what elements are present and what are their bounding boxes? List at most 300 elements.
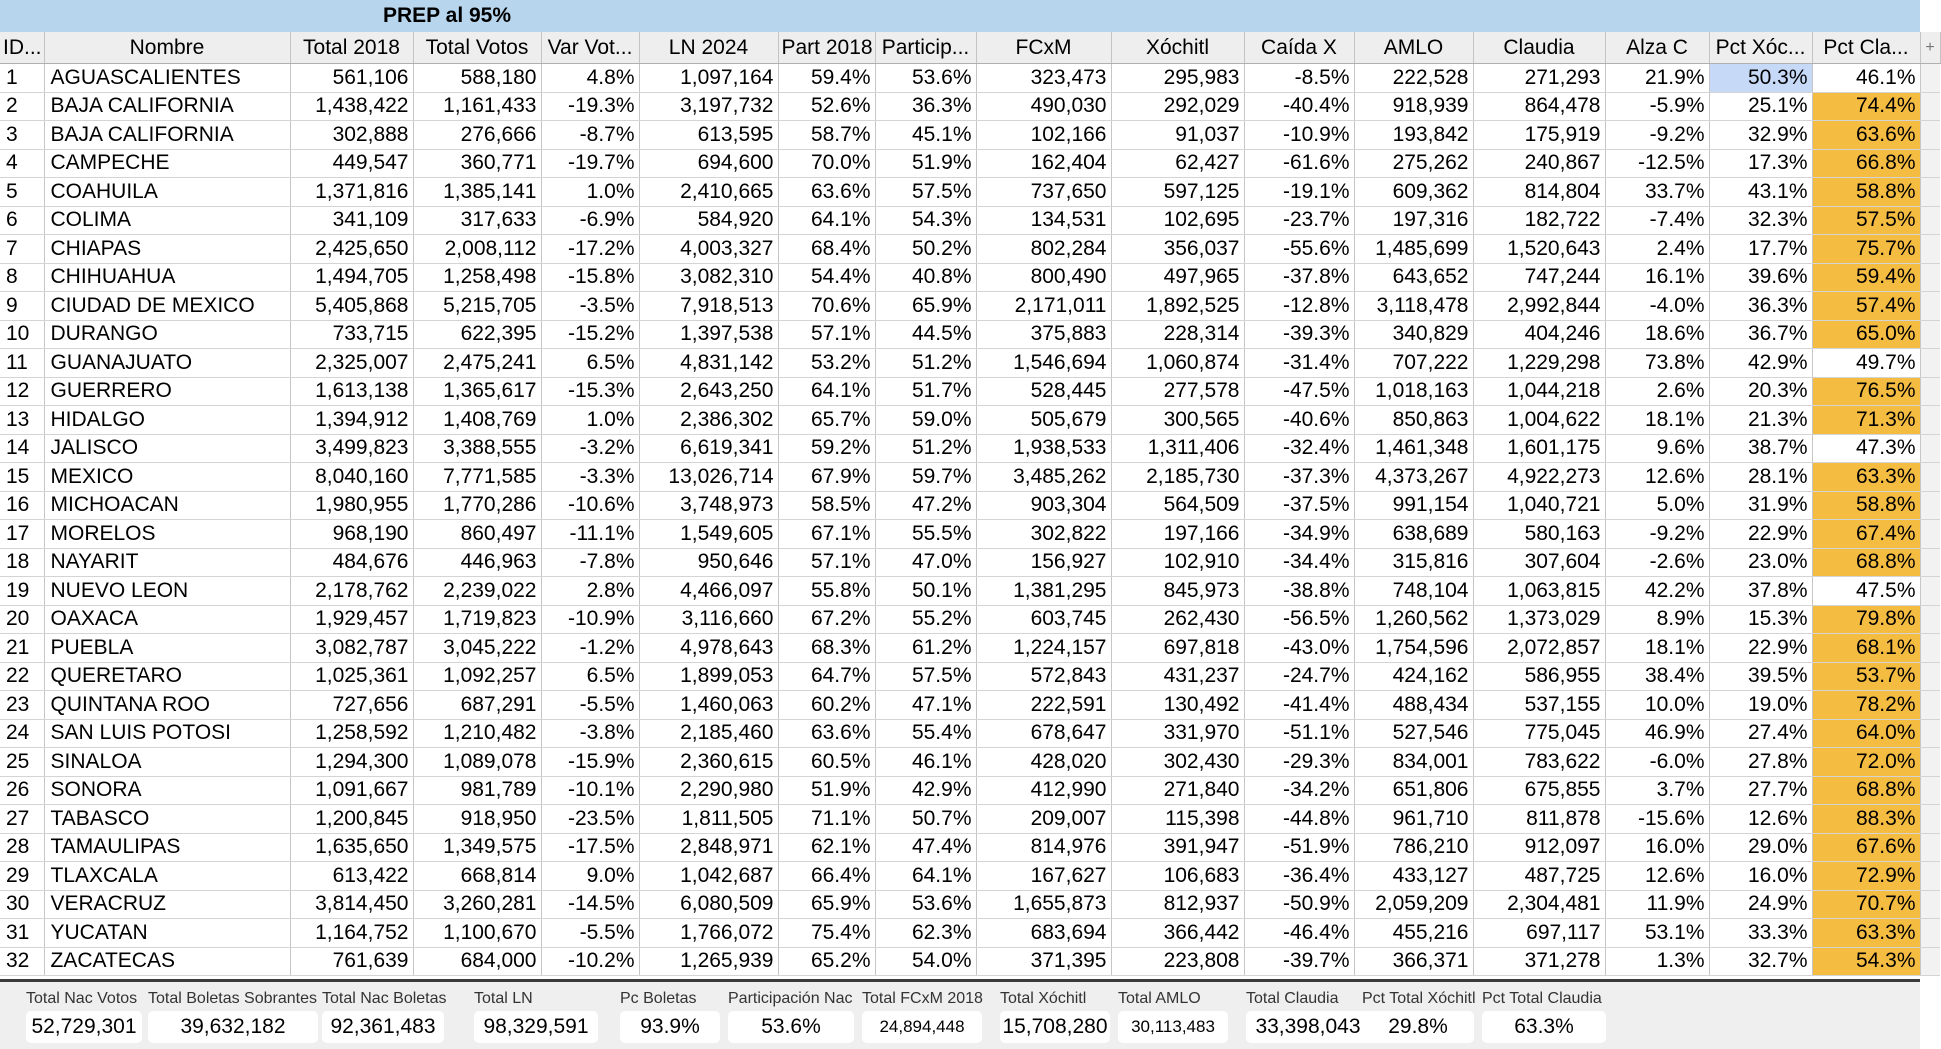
table-cell[interactable]: 67.1% — [778, 520, 875, 549]
table-cell[interactable]: 3,197,732 — [639, 92, 778, 121]
table-cell[interactable]: 68.1% — [1812, 634, 1920, 663]
table-cell[interactable]: 42.2% — [1605, 577, 1709, 606]
column-header[interactable]: FCxM — [976, 32, 1111, 64]
table-cell[interactable]: 834,001 — [1354, 748, 1473, 777]
table-cell[interactable]: -11.1% — [541, 520, 639, 549]
table-cell[interactable]: 50.3% — [1709, 64, 1812, 93]
table-cell[interactable]: 2,325,007 — [290, 349, 413, 378]
table-cell[interactable]: -40.4% — [1244, 92, 1354, 121]
row-id-cell[interactable]: 16 — [0, 491, 44, 520]
table-cell[interactable]: 412,990 — [976, 776, 1111, 805]
table-cell[interactable]: 1,408,769 — [413, 406, 541, 435]
table-cell[interactable]: 71.1% — [778, 805, 875, 834]
table-cell[interactable]: 23.0% — [1709, 548, 1812, 577]
table-cell[interactable]: -10.2% — [541, 947, 639, 976]
summary-value[interactable]: 63.3% — [1482, 1011, 1606, 1043]
table-cell[interactable]: 19.0% — [1709, 691, 1812, 720]
table-cell[interactable]: 55.4% — [875, 719, 976, 748]
table-cell[interactable]: -17.2% — [541, 235, 639, 264]
table-cell[interactable]: 1,371,816 — [290, 178, 413, 207]
table-cell[interactable]: 63.6% — [778, 178, 875, 207]
table-cell[interactable]: 302,430 — [1111, 748, 1244, 777]
table-cell[interactable]: -55.6% — [1244, 235, 1354, 264]
summary-value[interactable]: 98,329,591 — [474, 1011, 598, 1043]
table-cell[interactable]: 609,362 — [1354, 178, 1473, 207]
table-cell[interactable]: 64.1% — [875, 862, 976, 891]
table-cell[interactable]: -10.9% — [541, 605, 639, 634]
table-cell[interactable]: 3,388,555 — [413, 434, 541, 463]
table-cell[interactable]: 1,311,406 — [1111, 434, 1244, 463]
table-cell[interactable]: 53.7% — [1812, 662, 1920, 691]
table-cell[interactable]: 697,818 — [1111, 634, 1244, 663]
table-cell[interactable]: 71.3% — [1812, 406, 1920, 435]
table-cell[interactable]: 57.5% — [875, 662, 976, 691]
table-cell[interactable]: 68.4% — [778, 235, 875, 264]
table-cell[interactable]: -50.9% — [1244, 890, 1354, 919]
table-cell[interactable]: 62.3% — [875, 919, 976, 948]
row-id-cell[interactable]: 17 — [0, 520, 44, 549]
table-cell[interactable]: 18.1% — [1605, 634, 1709, 663]
table-cell[interactable]: 613,595 — [639, 121, 778, 150]
state-name-cell[interactable]: SONORA — [44, 776, 290, 805]
table-cell[interactable]: 59.2% — [778, 434, 875, 463]
table-cell[interactable]: 134,531 — [976, 206, 1111, 235]
table-cell[interactable]: 678,647 — [976, 719, 1111, 748]
table-cell[interactable]: 404,246 — [1473, 320, 1605, 349]
table-cell[interactable]: 431,237 — [1111, 662, 1244, 691]
table-cell[interactable]: 845,973 — [1111, 577, 1244, 606]
table-cell[interactable]: -15.2% — [541, 320, 639, 349]
row-id-cell[interactable]: 6 — [0, 206, 44, 235]
table-cell[interactable]: 2,059,209 — [1354, 890, 1473, 919]
table-cell[interactable]: 51.2% — [875, 349, 976, 378]
table-cell[interactable]: 1,719,823 — [413, 605, 541, 634]
table-cell[interactable]: 52.6% — [778, 92, 875, 121]
table-cell[interactable]: 356,037 — [1111, 235, 1244, 264]
table-cell[interactable]: 33.7% — [1605, 178, 1709, 207]
state-name-cell[interactable]: GUANAJUATO — [44, 349, 290, 378]
table-cell[interactable]: 74.4% — [1812, 92, 1920, 121]
table-cell[interactable]: 737,650 — [976, 178, 1111, 207]
table-cell[interactable]: 1,546,694 — [976, 349, 1111, 378]
table-cell[interactable]: -15.9% — [541, 748, 639, 777]
table-cell[interactable]: 66.8% — [1812, 149, 1920, 178]
table-cell[interactable]: 271,840 — [1111, 776, 1244, 805]
table-cell[interactable]: 8.9% — [1605, 605, 1709, 634]
table-cell[interactable]: 707,222 — [1354, 349, 1473, 378]
table-cell[interactable]: 449,547 — [290, 149, 413, 178]
table-cell[interactable]: 1,899,053 — [639, 662, 778, 691]
table-cell[interactable]: 53.1% — [1605, 919, 1709, 948]
table-cell[interactable]: 6,080,509 — [639, 890, 778, 919]
table-cell[interactable]: 1,365,617 — [413, 377, 541, 406]
state-name-cell[interactable]: CIUDAD DE MEXICO — [44, 292, 290, 321]
table-cell[interactable]: -61.6% — [1244, 149, 1354, 178]
table-cell[interactable]: 17.3% — [1709, 149, 1812, 178]
table-cell[interactable]: 572,843 — [976, 662, 1111, 691]
table-cell[interactable]: 64.0% — [1812, 719, 1920, 748]
summary-value[interactable]: 33,398,043 — [1246, 1011, 1370, 1043]
table-cell[interactable]: 4,978,643 — [639, 634, 778, 663]
table-cell[interactable]: 7,771,585 — [413, 463, 541, 492]
table-cell[interactable]: -36.4% — [1244, 862, 1354, 891]
table-cell[interactable]: 484,676 — [290, 548, 413, 577]
table-cell[interactable]: 1,004,622 — [1473, 406, 1605, 435]
table-cell[interactable]: -23.7% — [1244, 206, 1354, 235]
table-cell[interactable]: 27.4% — [1709, 719, 1812, 748]
table-cell[interactable]: 4,922,273 — [1473, 463, 1605, 492]
table-cell[interactable]: 775,045 — [1473, 719, 1605, 748]
table-cell[interactable]: 1,265,939 — [639, 947, 778, 976]
table-cell[interactable]: 295,983 — [1111, 64, 1244, 93]
table-cell[interactable]: 5,215,705 — [413, 292, 541, 321]
table-cell[interactable]: 63.6% — [1812, 121, 1920, 150]
table-cell[interactable]: -10.6% — [541, 491, 639, 520]
table-cell[interactable]: 57.5% — [875, 178, 976, 207]
table-cell[interactable]: -15.8% — [541, 263, 639, 292]
table-cell[interactable]: 58.5% — [778, 491, 875, 520]
table-cell[interactable]: 488,434 — [1354, 691, 1473, 720]
table-cell[interactable]: 366,371 — [1354, 947, 1473, 976]
table-cell[interactable]: 800,490 — [976, 263, 1111, 292]
table-cell[interactable]: 1,938,533 — [976, 434, 1111, 463]
table-cell[interactable]: 57.1% — [778, 320, 875, 349]
table-cell[interactable]: 748,104 — [1354, 577, 1473, 606]
column-header[interactable]: Total 2018 — [290, 32, 413, 64]
table-cell[interactable]: 27.7% — [1709, 776, 1812, 805]
row-id-cell[interactable]: 31 — [0, 919, 44, 948]
table-cell[interactable]: 222,591 — [976, 691, 1111, 720]
table-cell[interactable]: 240,867 — [1473, 149, 1605, 178]
column-header[interactable]: Caída X — [1244, 32, 1354, 64]
table-cell[interactable]: 597,125 — [1111, 178, 1244, 207]
table-cell[interactable]: 2,360,615 — [639, 748, 778, 777]
table-cell[interactable]: 16.0% — [1709, 862, 1812, 891]
table-cell[interactable]: 613,422 — [290, 862, 413, 891]
table-cell[interactable]: 68.8% — [1812, 548, 1920, 577]
table-cell[interactable]: 783,622 — [1473, 748, 1605, 777]
table-cell[interactable]: 1,044,218 — [1473, 377, 1605, 406]
table-cell[interactable]: 292,029 — [1111, 92, 1244, 121]
table-cell[interactable]: 651,806 — [1354, 776, 1473, 805]
table-cell[interactable]: 46.9% — [1605, 719, 1709, 748]
table-cell[interactable]: 315,816 — [1354, 548, 1473, 577]
table-cell[interactable]: 16.0% — [1605, 833, 1709, 862]
table-cell[interactable]: 63.6% — [778, 719, 875, 748]
table-cell[interactable]: 78.2% — [1812, 691, 1920, 720]
table-cell[interactable]: 47.5% — [1812, 577, 1920, 606]
table-cell[interactable]: 6,619,341 — [639, 434, 778, 463]
table-cell[interactable]: 1,040,721 — [1473, 491, 1605, 520]
table-cell[interactable]: 850,863 — [1354, 406, 1473, 435]
table-cell[interactable]: 3,485,262 — [976, 463, 1111, 492]
table-cell[interactable]: 1,063,815 — [1473, 577, 1605, 606]
table-cell[interactable]: 50.1% — [875, 577, 976, 606]
table-cell[interactable]: 59.0% — [875, 406, 976, 435]
table-cell[interactable]: 40.8% — [875, 263, 976, 292]
table-cell[interactable]: 61.2% — [875, 634, 976, 663]
table-cell[interactable]: -12.5% — [1605, 149, 1709, 178]
table-cell[interactable]: 487,725 — [1473, 862, 1605, 891]
table-cell[interactable]: 50.7% — [875, 805, 976, 834]
table-cell[interactable]: 62.1% — [778, 833, 875, 862]
table-cell[interactable]: 64.1% — [778, 377, 875, 406]
table-cell[interactable]: 490,030 — [976, 92, 1111, 121]
table-cell[interactable]: 59.4% — [778, 64, 875, 93]
table-cell[interactable]: -40.6% — [1244, 406, 1354, 435]
state-name-cell[interactable]: NUEVO LEON — [44, 577, 290, 606]
table-cell[interactable]: -19.3% — [541, 92, 639, 121]
column-header[interactable]: Alza C — [1605, 32, 1709, 64]
table-cell[interactable]: 307,604 — [1473, 548, 1605, 577]
column-header[interactable]: Total Votos — [413, 32, 541, 64]
table-cell[interactable]: 918,939 — [1354, 92, 1473, 121]
state-name-cell[interactable]: NAYARIT — [44, 548, 290, 577]
table-cell[interactable]: 697,117 — [1473, 919, 1605, 948]
table-cell[interactable]: 1,089,078 — [413, 748, 541, 777]
table-cell[interactable]: 262,430 — [1111, 605, 1244, 634]
table-cell[interactable]: 1,092,257 — [413, 662, 541, 691]
table-cell[interactable]: 446,963 — [413, 548, 541, 577]
table-cell[interactable]: 1,164,752 — [290, 919, 413, 948]
table-cell[interactable]: 7,918,513 — [639, 292, 778, 321]
state-name-cell[interactable]: SINALOA — [44, 748, 290, 777]
table-cell[interactable]: -15.6% — [1605, 805, 1709, 834]
table-cell[interactable]: 2,185,460 — [639, 719, 778, 748]
table-cell[interactable]: 3,082,787 — [290, 634, 413, 663]
table-cell[interactable]: -10.9% — [1244, 121, 1354, 150]
summary-value[interactable]: 93.9% — [620, 1011, 720, 1043]
table-cell[interactable]: -46.4% — [1244, 919, 1354, 948]
table-cell[interactable]: 424,162 — [1354, 662, 1473, 691]
table-cell[interactable]: 167,627 — [976, 862, 1111, 891]
row-id-cell[interactable]: 15 — [0, 463, 44, 492]
table-cell[interactable]: 1,655,873 — [976, 890, 1111, 919]
table-cell[interactable]: 3,045,222 — [413, 634, 541, 663]
column-header[interactable]: AMLO — [1354, 32, 1473, 64]
table-cell[interactable]: 54.4% — [778, 263, 875, 292]
table-cell[interactable]: 47.1% — [875, 691, 976, 720]
state-name-cell[interactable]: SAN LUIS POTOSI — [44, 719, 290, 748]
table-cell[interactable]: 65.2% — [778, 947, 875, 976]
table-cell[interactable]: 68.8% — [1812, 776, 1920, 805]
table-cell[interactable]: 1,929,457 — [290, 605, 413, 634]
table-cell[interactable]: -19.1% — [1244, 178, 1354, 207]
table-cell[interactable]: 63.3% — [1812, 919, 1920, 948]
table-cell[interactable]: 331,970 — [1111, 719, 1244, 748]
table-cell[interactable]: -43.0% — [1244, 634, 1354, 663]
table-cell[interactable]: -3.5% — [541, 292, 639, 321]
table-cell[interactable]: 4,373,267 — [1354, 463, 1473, 492]
table-cell[interactable]: 66.4% — [778, 862, 875, 891]
row-id-cell[interactable]: 28 — [0, 833, 44, 862]
table-cell[interactable]: 497,965 — [1111, 263, 1244, 292]
table-cell[interactable]: -3.2% — [541, 434, 639, 463]
row-id-cell[interactable]: 13 — [0, 406, 44, 435]
table-cell[interactable]: 1,381,295 — [976, 577, 1111, 606]
table-cell[interactable]: -24.7% — [1244, 662, 1354, 691]
state-name-cell[interactable]: TAMAULIPAS — [44, 833, 290, 862]
table-cell[interactable]: 733,715 — [290, 320, 413, 349]
summary-value[interactable]: 39,632,182 — [148, 1011, 318, 1043]
table-cell[interactable]: 1.0% — [541, 178, 639, 207]
table-cell[interactable]: 36.3% — [875, 92, 976, 121]
table-cell[interactable]: 162,404 — [976, 149, 1111, 178]
table-cell[interactable]: 1,811,505 — [639, 805, 778, 834]
table-cell[interactable]: -12.8% — [1244, 292, 1354, 321]
table-cell[interactable]: 53.2% — [778, 349, 875, 378]
table-cell[interactable]: 675,855 — [1473, 776, 1605, 805]
table-cell[interactable]: 75.4% — [778, 919, 875, 948]
table-cell[interactable]: -3.8% — [541, 719, 639, 748]
table-cell[interactable]: 21.3% — [1709, 406, 1812, 435]
state-name-cell[interactable]: MORELOS — [44, 520, 290, 549]
table-cell[interactable]: 13,026,714 — [639, 463, 778, 492]
table-cell[interactable]: 68.3% — [778, 634, 875, 663]
table-cell[interactable]: 39.5% — [1709, 662, 1812, 691]
table-cell[interactable]: 3,082,310 — [639, 263, 778, 292]
table-cell[interactable]: 1,025,361 — [290, 662, 413, 691]
summary-value[interactable]: 30,113,483 — [1118, 1011, 1228, 1043]
table-cell[interactable]: 4,831,142 — [639, 349, 778, 378]
table-cell[interactable]: 17.7% — [1709, 235, 1812, 264]
table-cell[interactable]: 1,258,498 — [413, 263, 541, 292]
table-cell[interactable]: 1,258,592 — [290, 719, 413, 748]
table-cell[interactable]: 981,789 — [413, 776, 541, 805]
table-cell[interactable]: 2,410,665 — [639, 178, 778, 207]
row-id-cell[interactable]: 12 — [0, 377, 44, 406]
table-cell[interactable]: 622,395 — [413, 320, 541, 349]
table-cell[interactable]: 37.8% — [1709, 577, 1812, 606]
table-cell[interactable]: -44.8% — [1244, 805, 1354, 834]
table-cell[interactable]: 588,180 — [413, 64, 541, 93]
row-id-cell[interactable]: 23 — [0, 691, 44, 720]
state-name-cell[interactable]: DURANGO — [44, 320, 290, 349]
table-cell[interactable]: -6.9% — [541, 206, 639, 235]
row-id-cell[interactable]: 8 — [0, 263, 44, 292]
column-header[interactable]: Claudia — [1473, 32, 1605, 64]
table-cell[interactable]: 9.0% — [541, 862, 639, 891]
table-cell[interactable]: 67.2% — [778, 605, 875, 634]
table-cell[interactable]: 2,171,011 — [976, 292, 1111, 321]
row-id-cell[interactable]: 25 — [0, 748, 44, 777]
table-cell[interactable]: 340,829 — [1354, 320, 1473, 349]
column-header[interactable]: Particip... — [875, 32, 976, 64]
table-cell[interactable]: 12.6% — [1605, 463, 1709, 492]
table-cell[interactable]: 2,386,302 — [639, 406, 778, 435]
table-cell[interactable]: 3,116,660 — [639, 605, 778, 634]
add-column-button[interactable]: + — [1920, 32, 1940, 64]
table-cell[interactable]: 15.3% — [1709, 605, 1812, 634]
table-cell[interactable]: 67.9% — [778, 463, 875, 492]
table-cell[interactable]: 371,395 — [976, 947, 1111, 976]
table-cell[interactable]: -1.2% — [541, 634, 639, 663]
table-cell[interactable]: 950,646 — [639, 548, 778, 577]
table-cell[interactable]: 64.7% — [778, 662, 875, 691]
table-cell[interactable]: 60.5% — [778, 748, 875, 777]
table-cell[interactable]: 62,427 — [1111, 149, 1244, 178]
table-cell[interactable]: 2,290,980 — [639, 776, 778, 805]
table-cell[interactable]: 51.2% — [875, 434, 976, 463]
table-cell[interactable]: 564,509 — [1111, 491, 1244, 520]
table-cell[interactable]: -32.4% — [1244, 434, 1354, 463]
state-name-cell[interactable]: ZACATECAS — [44, 947, 290, 976]
table-cell[interactable]: 814,976 — [976, 833, 1111, 862]
table-cell[interactable]: 12.6% — [1605, 862, 1709, 891]
table-cell[interactable]: 1,461,348 — [1354, 434, 1473, 463]
state-name-cell[interactable]: OAXACA — [44, 605, 290, 634]
table-cell[interactable]: 2,072,857 — [1473, 634, 1605, 663]
table-cell[interactable]: 1,438,422 — [290, 92, 413, 121]
table-cell[interactable]: 10.0% — [1605, 691, 1709, 720]
table-cell[interactable]: 75.7% — [1812, 235, 1920, 264]
table-cell[interactable]: 51.9% — [778, 776, 875, 805]
table-cell[interactable]: 102,695 — [1111, 206, 1244, 235]
table-cell[interactable]: 175,919 — [1473, 121, 1605, 150]
table-cell[interactable]: 302,888 — [290, 121, 413, 150]
column-header[interactable]: Var Vot... — [541, 32, 639, 64]
table-cell[interactable]: -37.3% — [1244, 463, 1354, 492]
table-cell[interactable]: 1,200,845 — [290, 805, 413, 834]
table-cell[interactable]: 391,947 — [1111, 833, 1244, 862]
state-name-cell[interactable]: MEXICO — [44, 463, 290, 492]
table-cell[interactable]: 2.4% — [1605, 235, 1709, 264]
row-id-cell[interactable]: 18 — [0, 548, 44, 577]
table-cell[interactable]: 36.7% — [1709, 320, 1812, 349]
table-cell[interactable]: 65.7% — [778, 406, 875, 435]
table-cell[interactable]: -7.4% — [1605, 206, 1709, 235]
table-cell[interactable]: 341,109 — [290, 206, 413, 235]
table-cell[interactable]: 63.3% — [1812, 463, 1920, 492]
table-cell[interactable]: 57.4% — [1812, 292, 1920, 321]
table-cell[interactable]: 1,294,300 — [290, 748, 413, 777]
summary-value[interactable]: 15,708,280 — [1000, 1011, 1110, 1043]
table-cell[interactable]: 1,766,072 — [639, 919, 778, 948]
table-cell[interactable]: 47.3% — [1812, 434, 1920, 463]
table-cell[interactable]: 5.0% — [1605, 491, 1709, 520]
table-cell[interactable]: 4,003,327 — [639, 235, 778, 264]
state-name-cell[interactable]: GUERRERO — [44, 377, 290, 406]
table-cell[interactable]: 1,460,063 — [639, 691, 778, 720]
table-cell[interactable]: 561,106 — [290, 64, 413, 93]
table-cell[interactable]: -23.5% — [541, 805, 639, 834]
table-cell[interactable]: -15.3% — [541, 377, 639, 406]
summary-value[interactable]: 29.8% — [1362, 1011, 1474, 1043]
table-cell[interactable]: 1,161,433 — [413, 92, 541, 121]
table-cell[interactable]: 2.6% — [1605, 377, 1709, 406]
table-cell[interactable]: 22.9% — [1709, 520, 1812, 549]
table-cell[interactable]: -34.4% — [1244, 548, 1354, 577]
table-cell[interactable]: -51.1% — [1244, 719, 1354, 748]
table-cell[interactable]: 428,020 — [976, 748, 1111, 777]
table-cell[interactable]: 584,920 — [639, 206, 778, 235]
table-cell[interactable]: 88.3% — [1812, 805, 1920, 834]
summary-value[interactable]: 24,894,448 — [862, 1011, 982, 1043]
table-cell[interactable]: 2,643,250 — [639, 377, 778, 406]
table-cell[interactable]: -38.8% — [1244, 577, 1354, 606]
table-cell[interactable]: 60.2% — [778, 691, 875, 720]
state-name-cell[interactable]: HIDALGO — [44, 406, 290, 435]
row-id-cell[interactable]: 27 — [0, 805, 44, 834]
table-cell[interactable]: 2.8% — [541, 577, 639, 606]
table-cell[interactable]: 2,239,022 — [413, 577, 541, 606]
row-id-cell[interactable]: 4 — [0, 149, 44, 178]
table-cell[interactable]: 684,000 — [413, 947, 541, 976]
table-cell[interactable]: 6.5% — [541, 662, 639, 691]
table-cell[interactable]: 528,445 — [976, 377, 1111, 406]
table-cell[interactable]: 39.6% — [1709, 263, 1812, 292]
table-cell[interactable]: 1,097,164 — [639, 64, 778, 93]
